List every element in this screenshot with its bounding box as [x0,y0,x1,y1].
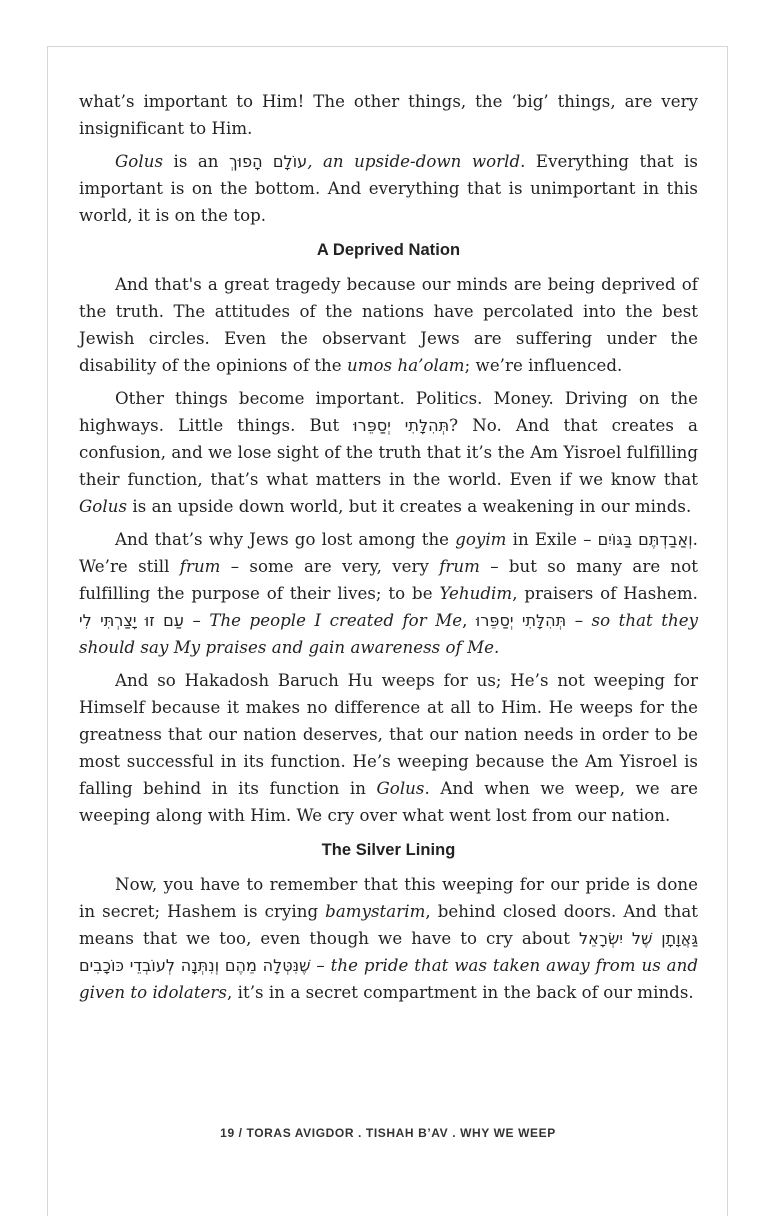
text-run: . We’re still [79,530,698,576]
hebrew-phrase: וְאַבַדְתֶּם בַּגּוֹיִם [597,530,693,549]
text-run: , behind closed doors. And that means that we too, even though we have to cry about [79,902,698,948]
text-run: ; we’re influenced. [464,356,623,375]
italic-text: , an upside-down world [307,152,521,171]
text-run: is an [163,152,230,171]
italic-text: The people I created for Me [209,611,463,630]
text-run: ? No. And that creates a confusion, and we lose sight of the truth that it’s the Am Yisroel fulfilling their function, that’s what matters in the world. Even if we know that [79,416,698,489]
text-run: , praisers of Hashem. [512,584,698,603]
italic-text: Golus [115,152,164,171]
section-heading [79,837,698,864]
italic-text: Golus [376,779,425,798]
text-run: And so Hakadosh Baruch Hu weeps for us; He’s not weeping for Himself because it makes no difference at all to Him. He weeps for the greatness that our nation deserves, that our nation needs in order to be most successful in its function. He’s weeping because the Am Yisroel is falling behind in its function in [79,671,698,798]
text-run: , it’s in a secret compartment in the back of our minds. [226,983,694,1002]
text-run: – [184,611,210,630]
text-run: And that's a great tragedy because our minds are being deprived of the truth. The attitudes of the nations have percolated into the best Jewish circles. Even the observant Jews are suffering under the disability of the opinions of the [79,275,698,375]
italic-text: goyim [455,530,507,549]
paragraph [79,88,698,142]
paragraph [79,271,698,379]
text-run: Other things become important. Politics. Money. Driving on the highways. Little things. But [79,389,698,435]
paragraph [79,871,698,1006]
text-run: – but so many are not fulfilling the purpose of their lives; to be [79,557,698,603]
italic-text: frum [179,557,221,576]
hebrew-phrase: תְּהִלָּתִי יְסַפֵּרוּ [353,416,450,435]
section-heading [79,237,698,264]
italic-text: Golus [79,497,128,516]
italic-text: umos ha’olam [347,356,465,375]
text-run: , [462,611,476,630]
text-run: And that’s why Jews go lost among the [115,530,456,549]
italic-text: bamystarim [325,902,426,921]
text-run: – [310,956,331,975]
italic-text: Yehudim [439,584,513,603]
hebrew-phrase: עַם זוּ יָצַרְתִּי לִי [79,611,184,630]
paragraph [79,667,698,829]
text-run: A Deprived Nation [316,241,461,259]
text-run: – some are very, very [220,557,440,576]
hebrew-phrase: גַּאֲוָתָן שֶׁל יִשְׂרָאֵל שֶׁנִּטְּלָה מֵהֶם וְנִתְּנָה לְעוֹבְדֵי כּוֹכָבִים [79,929,698,975]
text-run: is an upside down world, but it creates a weakening in our minds. [127,497,692,516]
text-run: The Silver Lining [321,841,456,859]
page-body [79,88,698,1012]
text-run: . And when we weep, we are weeping along with Him. We cry over what went lost from our nation. [79,779,698,825]
text-run: what’s important to Him! The other things, the ‘big’ things, are very insignificant to Him. [79,92,698,138]
italic-text: the pride that was taken away from us and given to idolaters [79,956,699,1002]
text-run: Now, you have to remember that this weeping for our pride is done in secret; Hashem is crying [79,875,698,921]
text-run: . Everything that is important is on the bottom. And everything that is unimportant in this world, it is on the top. [79,152,698,225]
page-footer: 19 / TORAS AVIGDOR . TISHAH B’AV . WHY WE WEEP [220,1126,556,1140]
text-run: in Exile – [506,530,598,549]
paragraph [79,385,698,520]
italic-text: frum [439,557,480,576]
hebrew-phrase: עוֹלָם הָפוּךְ [229,152,308,171]
paragraph [79,148,698,229]
italic-text: – so that they should say My praises and gain awareness of Me. [79,611,699,657]
hebrew-phrase: תְּהִלָּתִי יְסַפֵּרוּ [475,611,567,630]
paragraph [79,526,698,661]
